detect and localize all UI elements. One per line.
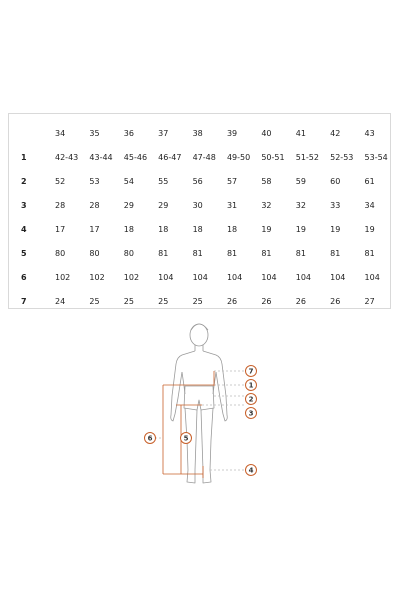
table-cell: 81	[192, 248, 203, 258]
table-cell: 53-54	[364, 152, 388, 162]
table-cell: 17	[89, 224, 100, 234]
size-header-cell: 36	[123, 128, 134, 138]
table-cell: 58	[261, 176, 272, 186]
right-markers	[246, 366, 257, 476]
table-cell: 52-53	[330, 152, 354, 162]
table-cell: 102	[89, 272, 105, 282]
table-cell: 46-47	[158, 152, 182, 162]
marker-label: 1	[248, 381, 254, 390]
table-cell: 26	[330, 296, 341, 306]
marker-label: 5	[183, 434, 189, 443]
table-cell: 81	[330, 248, 341, 258]
table-cell: 28	[89, 200, 100, 210]
size-header-cell: 38	[192, 128, 203, 138]
table-cell: 19	[364, 224, 375, 234]
table-cell: 102	[123, 272, 140, 282]
table-cell: 28	[55, 200, 66, 210]
table-cell: 104	[295, 272, 312, 282]
table-row	[8, 193, 391, 217]
table-cell: 33	[330, 200, 341, 210]
table-cell: 80	[123, 248, 134, 258]
table-cell: 25	[123, 296, 134, 306]
table-cell: 53	[89, 176, 100, 186]
table-cell: 27	[364, 296, 375, 306]
measurement-number: 3	[21, 200, 27, 210]
table-cell: 59	[295, 176, 306, 186]
table-cell: 104	[192, 272, 208, 282]
size-header-cell: 43	[364, 128, 375, 138]
table-cell: 49-50	[226, 152, 251, 162]
table-cell: 19	[295, 224, 306, 234]
table-cell: 18	[123, 224, 134, 234]
measurement-number: 7	[21, 296, 27, 306]
table-cell: 57	[226, 176, 238, 186]
table-cell: 25	[192, 296, 203, 306]
table-cell: 102	[55, 272, 71, 282]
table-cell: 31	[226, 200, 238, 210]
table-row	[8, 169, 391, 193]
table-row	[8, 241, 391, 265]
measurement-lines	[155, 371, 246, 478]
table-cell: 55	[158, 176, 169, 186]
table-cell: 18	[158, 224, 169, 234]
marker-label: 3	[248, 409, 254, 418]
table-cell: 18	[226, 224, 238, 234]
marker-circle	[246, 465, 257, 476]
left-markers	[145, 433, 192, 444]
table-cell: 30	[192, 200, 203, 210]
table-cell: 81	[261, 248, 272, 258]
table-cell: 43-44	[89, 152, 113, 162]
table-cell: 19	[330, 224, 341, 234]
size-header-cell: 34	[55, 128, 66, 138]
table-cell: 54	[123, 176, 134, 186]
measurement-figure	[0, 310, 401, 490]
table-cell: 32	[295, 200, 306, 210]
table-cell: 25	[158, 296, 169, 306]
measurement-number: 5	[21, 248, 27, 258]
size-header-cell: 39	[226, 128, 238, 138]
table-cell: 104	[158, 272, 174, 282]
table-cell: 56	[192, 176, 203, 186]
size-header-cell: 37	[158, 128, 169, 138]
table-cell: 80	[89, 248, 100, 258]
size-chart-table	[8, 121, 391, 313]
marker-label: 7	[248, 367, 254, 376]
table-row	[8, 145, 391, 169]
table-cell: 29	[158, 200, 169, 210]
table-cell: 104	[330, 272, 346, 282]
marker-circle	[246, 366, 257, 377]
table-header-row	[8, 121, 391, 145]
marker-label: 6	[147, 434, 153, 443]
table-cell: 26	[261, 296, 272, 306]
measurement-number: 1	[21, 152, 27, 162]
table-cell: 47-48	[192, 152, 216, 162]
marker-circle	[145, 433, 156, 444]
table-cell: 104	[364, 272, 380, 282]
table-cell: 61	[364, 176, 375, 186]
table-cell: 45-46	[123, 152, 148, 162]
size-header-cell: 41	[295, 128, 306, 138]
table-cell: 24	[55, 296, 66, 306]
marker-label: 4	[248, 466, 254, 475]
table-cell: 81	[158, 248, 169, 258]
table-cell: 104	[226, 272, 243, 282]
measurement-number: 4	[21, 224, 27, 234]
table-cell: 52	[55, 176, 66, 186]
table-corner-cell	[8, 121, 47, 145]
table-cell: 34	[364, 200, 375, 210]
table-cell: 81	[226, 248, 238, 258]
measurement-number: 6	[21, 272, 27, 282]
table-cell: 26	[295, 296, 306, 306]
table-cell: 81	[295, 248, 306, 258]
measurement-number: 2	[21, 176, 27, 186]
table-cell: 51-52	[295, 152, 319, 162]
size-header-cell: 40	[261, 128, 272, 138]
table-cell: 25	[89, 296, 100, 306]
table-cell: 50-51	[261, 152, 285, 162]
table-row	[8, 265, 391, 289]
table-cell: 17	[55, 224, 66, 234]
table-cell: 32	[261, 200, 272, 210]
table-cell: 80	[55, 248, 66, 258]
table-cell: 18	[192, 224, 203, 234]
marker-circle	[181, 433, 192, 444]
table-row	[8, 217, 391, 241]
size-header-cell: 42	[330, 128, 341, 138]
marker-circle	[246, 394, 257, 405]
table-cell: 19	[261, 224, 272, 234]
table-cell: 42-43	[55, 152, 79, 162]
table-cell: 26	[226, 296, 238, 306]
table-cell: 81	[364, 248, 375, 258]
marker-circle	[246, 380, 257, 391]
table-cell: 104	[261, 272, 277, 282]
table-cell: 29	[123, 200, 134, 210]
marker-circle	[246, 408, 257, 419]
marker-label: 2	[248, 395, 254, 404]
table-cell: 60	[330, 176, 341, 186]
size-header-cell: 35	[89, 128, 100, 138]
body-outline	[171, 324, 228, 483]
